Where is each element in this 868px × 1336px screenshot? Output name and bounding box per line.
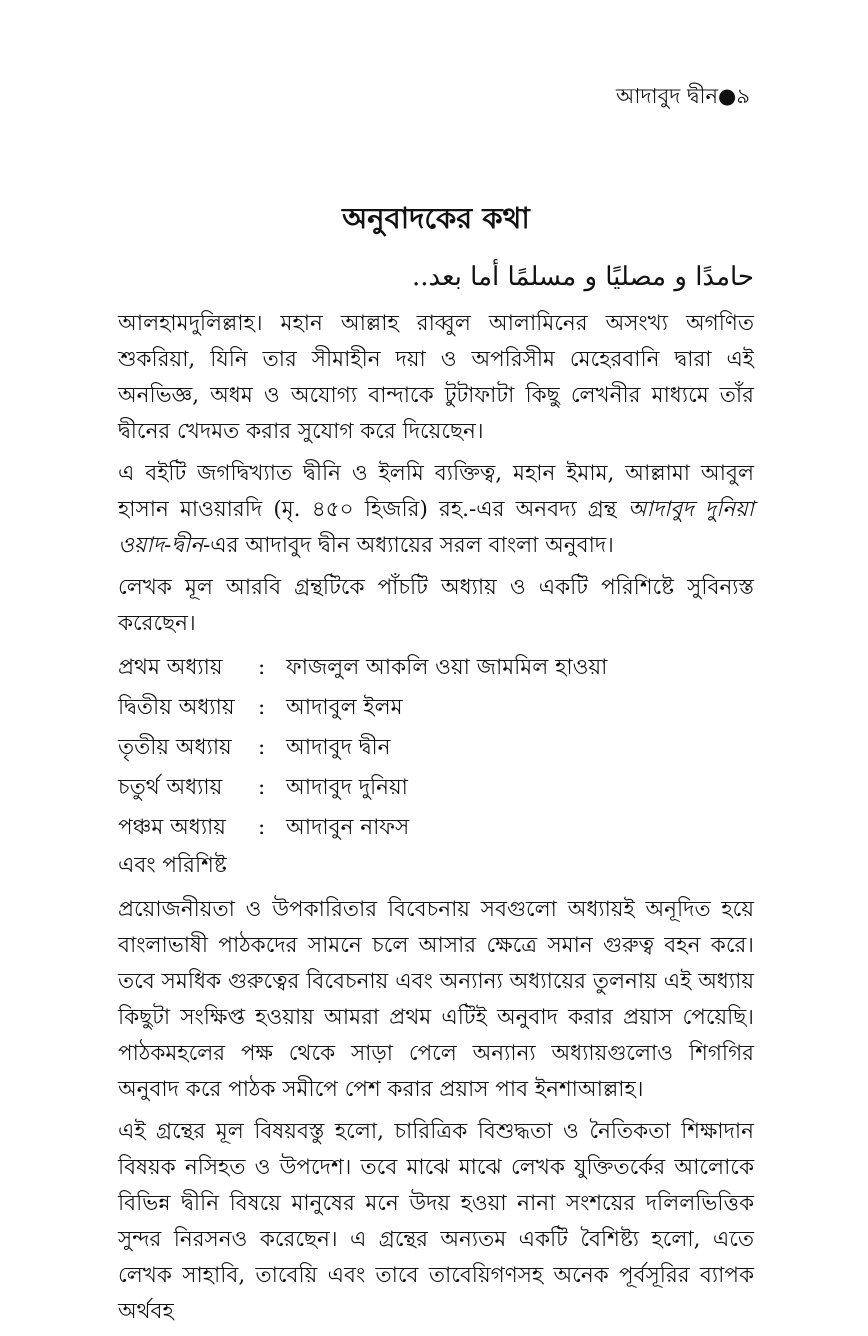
chapter-separator: : — [258, 695, 266, 720]
running-header — [616, 80, 750, 115]
chapter-title: আদাবুদ দুনিয়া — [286, 775, 408, 800]
paragraph-3: লেখক মূল আরবি গ্রন্থটিকে পাঁচটি অধ্যায় ও একটি পরিশিষ্টে সুবিন্যস্ত করেছেন। — [118, 575, 754, 636]
chapter-separator: : — [258, 655, 266, 680]
book-title: আদাবুদ দুনিয়া ওয়াদ-দ্বীন — [118, 497, 754, 558]
arabic-opening: حامدًا و مصليًا و مسلمًا أما بعد.. — [411, 262, 754, 292]
chapter-label: প্রথম অধ্যায় — [118, 655, 223, 680]
appendix-note: এবং পরিশিষ্ট — [118, 853, 227, 878]
page-content — [118, 196, 754, 1336]
chapter-title: আদাবুন নাফস — [286, 815, 410, 840]
paragraph-2 — [118, 456, 754, 564]
chapter-title: আদাবুদ দ্বীন — [286, 735, 391, 760]
chapter-title: আদাবুল ইলম — [286, 695, 403, 720]
page-number: ৯ — [736, 84, 750, 108]
chapter-label: তৃতীয় অধ্যায় — [118, 735, 232, 760]
paragraph-2-end: -এর আদাবুদ দ্বীন অধ্যায়ের সরল বাংলা অনুবাদ। — [203, 533, 614, 558]
chapter-title: ফাজলুল আকলি ওয়া জামমিল হাওয়া — [286, 655, 608, 680]
chapter-row — [118, 808, 754, 848]
paragraph-5: এই গ্রন্থের মূল বিষয়বস্তু হলো, চারিত্রিক বিশুদ্ধতা ও নৈতিকতা শিক্ষাদান বিষয়ক নসিহত ও উপদেশ। তবে মাঝে মাঝে লেখক যুক্তিতর্কের আলোকে বিভিন্ন দ্বীনি বিষয়ে মানুষের মনে উদয় হওয়া নানা সংশয়ের দলিলভিত্তিক সুন্দর নিরসনও করেছেন। এ গ্রন্থের অন্যতম একটি বৈশিষ্ট্য হলো, এতে লেখক সাহাবি, তাবেয়ি এবং তাবে তাবেয়িগণসহ অনেক পূর্বসূরির ব্যাপক অর্থবহ — [118, 1119, 754, 1324]
chapter-label: দ্বিতীয় অধ্যায় — [118, 695, 235, 720]
bullet-icon: ● — [718, 84, 737, 108]
chapter-label: চতুর্থ অধ্যায় — [118, 775, 223, 800]
paragraph-4: প্রয়োজনীয়তা ও উপকারিতার বিবেচনায় সবগুলো অধ্যায়ই অনূদিত হয়ে বাংলাভাষী পাঠকদের সামনে চলে আসার ক্ষেত্রে সমান গুরুত্ব বহন করে। তবে সমধিক গুরুত্বের বিবেচনায় এবং অন্যান্য অধ্যায়ের তুলনায় এই অধ্যায় কিছুটা সংক্ষিপ্ত হওয়ায় আমরা প্রথম এটিই অনুবাদ করার প্রয়াস পেয়েছি। পাঠকমহলের পক্ষ থেকে সাড়া পেলে অন্যান্য অধ্যায়গুলোও শিগগির অনুবাদ করে পাঠক সমীপে পেশ করার প্রয়াস পাব ইনশাআল্লাহ। — [118, 897, 754, 1102]
chapter-label: পঞ্চম অধ্যায় — [118, 815, 226, 840]
running-title: আদাবুদ দ্বীন — [615, 84, 719, 108]
paragraph-1: আলহামদুলিল্লাহ। মহান আল্লাহ রাব্বুল আলামিনের অসংখ্য অগণিত শুকরিয়া, যিনি তার সীমাহীন দয়া ও অপরিসীম মেহেরবানি দ্বারা এই অনভিজ্ঞ, অধম ও অযোগ্য বান্দাকে টুটাফাটা কিছু লেখনীর মাধ্যমে তাঁর দ্বীনের খেদমত করার সুযোগ করে দিয়েছেন। — [118, 311, 754, 444]
chapter-separator: : — [258, 775, 266, 800]
chapter-row — [118, 728, 754, 768]
paragraph-2-start: এ বইটি জগদ্বিখ্যাত দ্বীনি ও ইলমি ব্যক্তিত্ব, মহান ইমাম, আল্লামা আবুল হাসান মাওয়ারদি (মৃ. ৪৫০ হিজরি) রহ.-এর অনবদ্য গ্রন্থ — [118, 461, 754, 522]
chapter-row — [118, 688, 754, 728]
page-title: অনুবাদকের কথা — [342, 201, 530, 235]
chapter-row — [118, 648, 754, 688]
chapter-list — [118, 648, 754, 848]
chapter-separator: : — [258, 735, 266, 760]
chapter-row — [118, 768, 754, 808]
chapter-separator: : — [258, 815, 266, 840]
